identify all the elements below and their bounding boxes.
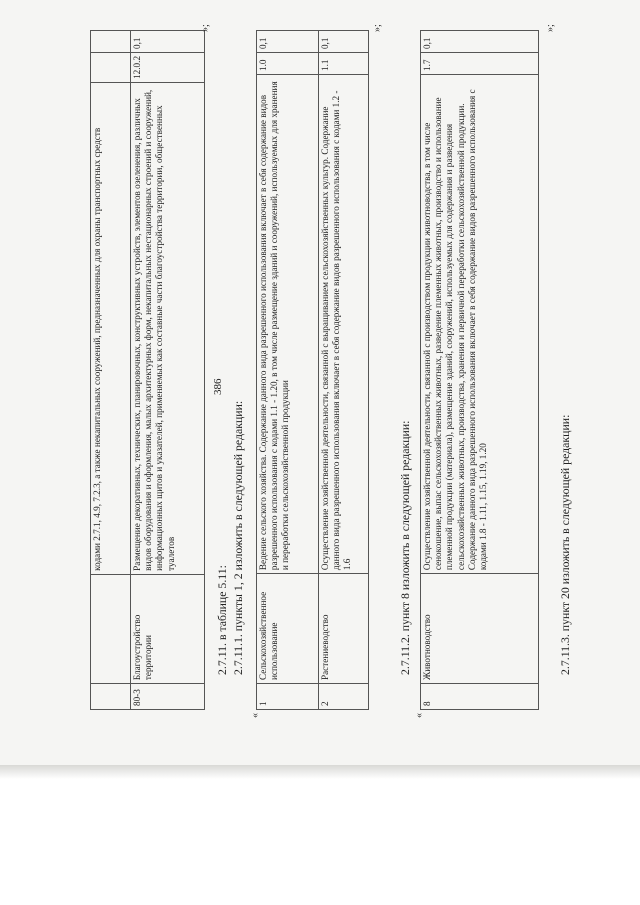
table-section-2 xyxy=(420,30,539,710)
table-row xyxy=(421,31,539,710)
cell-name: Сельскохозяйственное использование xyxy=(257,574,319,684)
table-row xyxy=(257,31,319,710)
section-heading: 2.7.11.2. пункт 8 изложить в следующей редакции: xyxy=(398,420,412,675)
cell-code: 1.1 xyxy=(319,53,369,75)
cell-name: Благоустройство территории xyxy=(131,574,205,683)
cell-desc: Ведение сельского хозяйства. Содержание данного вида разрешенного использования включает в себя содержание видов разрешенного использования с кодами 1.1 - 1.20, в том числе размещение зданий и сооружений, используемых для хранения и переработки сельскохозяйственной продукции xyxy=(257,75,319,574)
cell-code xyxy=(91,52,131,82)
cell-code: 1.7 xyxy=(421,53,539,75)
table-row xyxy=(131,31,205,710)
cell-num: 8 xyxy=(421,684,539,710)
table-continuation xyxy=(90,30,205,710)
cell-num: 2 xyxy=(319,684,369,710)
cell-name: Растениеводство xyxy=(319,574,369,684)
closing-quote: »; xyxy=(545,24,556,32)
cell-code: 12.0.2 xyxy=(131,52,205,82)
cell-desc: кодами 2.7.1, 4.9, 7.2.3, а также некапитальных сооружений, предназначенных для охраны транспортных средств xyxy=(91,82,131,574)
closing-quote: »; xyxy=(200,24,211,32)
opening-quote: « xyxy=(414,713,425,718)
cell-val: 0,1 xyxy=(421,31,539,53)
page-number: 386 xyxy=(212,378,224,395)
cell-num: 80-3 xyxy=(131,684,205,710)
cell-desc: Размещение декоративных, технических, планировочных, конструктивных устройств, элементов озеленения, различных видов оборудования и оформления, малых архитектурных форм, некапитальных нестационарных строений и сооружений, информационных щитов и указателей, применяемых как составные части благоустройства территории, общественных туалетов xyxy=(131,82,205,574)
cell-val: 0,1 xyxy=(131,31,205,53)
table-section-1 xyxy=(256,30,369,710)
table-row xyxy=(319,31,369,710)
cell-desc: Осуществление хозяйственной деятельности, связанной с производством продукции животноводства, в том числе сенокошение, выпас сельскохозяйственных животных, разведение племенных животных, производство и использование племенной продукции (материала), размещение зданий, сооружений, используемых для содержания и разведения сельскохозяйственных животных, производства, хранения и первичной переработки сельскохозяйственной продукции. Содержание данного вида разрешенного использования включает в себя содержание видов разрешенного использования с кодами 1.8 - 1.11, 1.15, 1.19, 1.20 xyxy=(421,75,539,574)
cell-val: 0,1 xyxy=(257,31,319,53)
cell-name: Животноводство xyxy=(421,574,539,684)
cell-num xyxy=(91,684,131,710)
opening-quote: « xyxy=(250,713,261,718)
section-subheading: 2.7.11.1. пункты 1, 2 изложить в следующей редакции: xyxy=(231,400,245,675)
cell-val xyxy=(91,31,131,53)
cell-code: 1.0 xyxy=(257,53,319,75)
closing-quote: »; xyxy=(372,24,383,32)
table-row xyxy=(91,31,131,710)
cell-name xyxy=(91,574,131,683)
cell-val: 0,1 xyxy=(319,31,369,53)
section-heading: 2.7.11.3. пункт 20 изложить в следующей редакции: xyxy=(558,414,572,675)
cell-num: 1 xyxy=(257,684,319,710)
cell-desc: Осуществление хозяйственной деятельности, связанной с выращиванием сельскохозяйственных культур. Содержание данного вида разрешенного использования включает в себя содержание видов разрешенного использования с кодами 1.2 - 1.6 xyxy=(319,75,369,574)
section-heading: 2.7.11. в таблице 5.11: xyxy=(215,565,229,675)
